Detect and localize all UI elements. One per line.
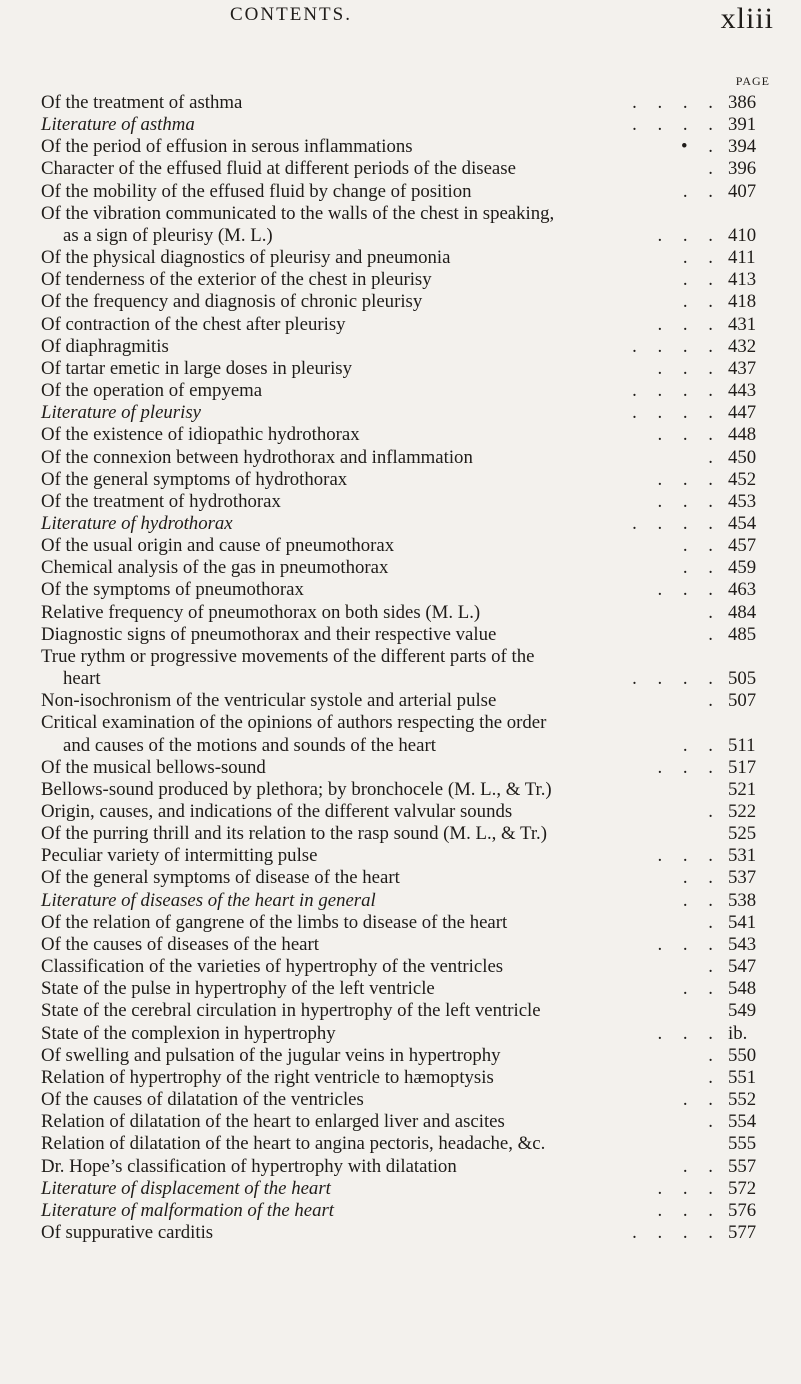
entry-page-number: 443 — [728, 380, 757, 402]
dot-leaders: . — [708, 158, 721, 180]
contents-entry — [41, 690, 776, 712]
contents-entry — [41, 402, 776, 424]
entry-title: as a sign of pleurisy (M. L.) — [63, 224, 273, 246]
entry-title: Literature of asthma — [41, 114, 195, 136]
contents-entry — [41, 602, 776, 624]
contents-entry — [41, 579, 776, 601]
dot-leaders: . . — [682, 867, 721, 889]
dot-leaders: . . . — [657, 1199, 721, 1221]
entry-page-number: 437 — [728, 357, 757, 379]
entry-page-number: 531 — [728, 845, 757, 867]
entry-page-number: 537 — [728, 867, 757, 889]
entry-title: Of the treatment of asthma — [41, 92, 243, 113]
entry-title: Literature of hydrothorax — [41, 512, 233, 534]
entry-page-number: 410 — [728, 224, 757, 246]
entry-title: Of the relation of gangrene of the limbs to disease of the heart — [41, 911, 508, 933]
contents-entry — [41, 757, 776, 779]
entry-page-number: 463 — [728, 579, 757, 601]
contents-entry — [41, 624, 776, 646]
entry-title: Of the period of effusion in serous inflammations — [41, 136, 413, 158]
contents-entry — [41, 447, 776, 469]
dot-leaders: . . — [682, 1089, 721, 1111]
page-folio: xliii — [720, 2, 774, 35]
entry-page-number: 507 — [728, 690, 757, 712]
entry-title: Of the operation of empyema — [41, 380, 263, 402]
contents-entry — [41, 1023, 776, 1045]
entry-title: Classification of the varieties of hypertrophy of the ventricles — [41, 956, 504, 978]
contents-entry — [41, 424, 776, 446]
contents-entry — [41, 314, 776, 336]
entry-title: Of the musical bellows-sound — [41, 756, 266, 778]
contents-entry — [41, 1000, 776, 1022]
contents-entry — [41, 1200, 776, 1222]
entry-page-number: 448 — [728, 424, 757, 446]
entry-title: Of the general symptoms of hydrothorax — [41, 468, 348, 490]
contents-entry — [41, 136, 776, 158]
entry-page-number: 555 — [728, 1133, 757, 1155]
entry-page-number: 391 — [728, 114, 757, 136]
entry-title: Of the treatment of hydrothorax — [41, 490, 281, 512]
entry-title: Of contraction of the chest after pleurisy — [41, 313, 346, 335]
dot-leaders: . . — [682, 247, 721, 269]
entry-title: Literature of pleurisy — [41, 402, 201, 424]
entry-title: Literature of malformation of the heart — [41, 1199, 335, 1221]
dot-leaders: . . . — [657, 424, 721, 446]
dot-leaders: . . . — [657, 756, 721, 778]
contents-entry — [41, 535, 776, 557]
contents-entry — [41, 203, 776, 225]
contents-entry — [41, 867, 776, 889]
dot-leaders: . . . — [657, 1022, 721, 1044]
contents-entry — [41, 1133, 776, 1155]
dot-leaders: . — [708, 1066, 721, 1088]
contents-entry — [41, 1111, 776, 1133]
contents-entry — [41, 513, 776, 535]
entry-page-number: ib. — [728, 1022, 748, 1044]
entry-title: Of swelling and pulsation of the jugular veins in hypertrophy — [41, 1044, 501, 1066]
dot-leaders: . . . . — [632, 92, 721, 113]
entry-page-number: 521 — [728, 778, 757, 800]
entry-page-number: 548 — [728, 978, 757, 1000]
entry-title: Of the vibration communicated to the walls of the chest in speaking, — [41, 202, 555, 224]
entry-page-number: 572 — [728, 1177, 757, 1199]
dot-leaders: . . . . — [632, 335, 721, 357]
entry-page-number: 418 — [728, 291, 757, 313]
contents-entry — [41, 1156, 776, 1178]
contents-entry — [41, 158, 776, 180]
entry-title: Chemical analysis of the gas in pneumothorax — [41, 557, 389, 579]
dot-leaders: . . . . — [632, 402, 721, 424]
contents-entry — [41, 1067, 776, 1089]
dot-leaders: . . . . — [632, 668, 721, 690]
contents-entry — [41, 491, 776, 513]
contents-entry — [41, 735, 776, 757]
entry-title: Of the causes of dilatation of the ventricles — [41, 1089, 364, 1111]
entry-page-number: 447 — [728, 402, 757, 424]
entry-page-number: 511 — [728, 734, 756, 756]
dot-leaders: . . . — [657, 313, 721, 335]
entry-title: Of the purring thrill and its relation to the rasp sound (M. L., & Tr.) — [41, 823, 548, 845]
contents-entry — [41, 912, 776, 934]
entry-page-number: 543 — [728, 933, 757, 955]
entry-title: Critical examination of the opinions of authors respecting the order — [41, 712, 547, 734]
entry-page-number: 459 — [728, 557, 757, 579]
dot-leaders: . — [708, 956, 721, 978]
entry-page-number: 485 — [728, 623, 757, 645]
entry-title: Origin, causes, and indications of the different valvular sounds — [41, 801, 513, 822]
dot-leaders: . . — [682, 535, 721, 557]
entry-page-number: 576 — [728, 1199, 757, 1221]
entry-title: Diagnostic signs of pneumothorax and their respective value — [41, 623, 497, 645]
entry-title: Of the existence of idiopathic hydrothorax — [41, 424, 360, 446]
entry-title: Literature of diseases of the heart in general — [41, 889, 376, 911]
contents-entry — [41, 291, 776, 313]
dot-leaders: . . — [682, 557, 721, 579]
page-column-label: PAGE — [735, 74, 770, 88]
entry-page-number: 577 — [728, 1221, 757, 1243]
running-head — [0, 4, 801, 34]
contents-entry — [41, 336, 776, 358]
entry-title: True rythm or progressive movements of the different parts of the — [41, 645, 535, 667]
entry-page-number: 522 — [728, 801, 757, 822]
entry-page-number: 552 — [728, 1089, 757, 1111]
contents-entry — [41, 823, 776, 845]
entry-title: Of suppurative carditis — [41, 1221, 214, 1243]
dot-leaders: . — [708, 911, 721, 933]
contents-entry — [41, 92, 776, 114]
dot-leaders: . . — [682, 734, 721, 756]
entry-page-number: 396 — [728, 158, 757, 180]
dot-leaders: . . . — [657, 1177, 721, 1199]
dot-leaders: . . . — [657, 224, 721, 246]
contents-entry — [41, 712, 776, 734]
contents-entry — [41, 225, 776, 247]
entry-title: Of tartar emetic in large doses in pleurisy — [41, 357, 353, 379]
dot-leaders: . — [708, 801, 721, 822]
entry-page-number: 550 — [728, 1044, 757, 1066]
contents-entry — [41, 557, 776, 579]
contents-entry — [41, 934, 776, 956]
contents-entry — [41, 845, 776, 867]
dot-leaders: . . . . — [632, 1221, 721, 1243]
entry-page-number: 454 — [728, 512, 757, 534]
entry-title: Bellows-sound produced by plethora; by bronchocele (M. L., & Tr.) — [41, 778, 552, 800]
dot-leaders: . — [708, 1111, 721, 1133]
entry-title: Of the general symptoms of disease of the heart — [41, 867, 400, 889]
dot-leaders: . — [708, 1044, 721, 1066]
entry-page-number: 549 — [728, 1000, 757, 1022]
entry-title: Of the mobility of the effused fluid by change of position — [41, 180, 472, 202]
entry-title: Of the connexion between hydrothorax and inflammation — [41, 446, 473, 468]
entry-page-number: 411 — [728, 247, 756, 269]
dot-leaders: . . . — [657, 490, 721, 512]
dot-leaders: . — [708, 690, 721, 712]
dot-leaders: . — [708, 601, 721, 623]
contents-entry — [41, 269, 776, 291]
entry-title: Of the frequency and diagnosis of chronic pleurisy — [41, 291, 423, 313]
entry-title: Of diaphragmitis — [41, 335, 169, 357]
entry-page-number: 538 — [728, 889, 757, 911]
dot-leaders: . . — [682, 180, 721, 202]
dot-leaders: . . — [682, 978, 721, 1000]
entry-title: State of the cerebral circulation in hypertrophy of the left ventricle — [41, 1000, 541, 1022]
entry-page-number: 551 — [728, 1066, 757, 1088]
contents-entry — [41, 469, 776, 491]
contents-entry — [41, 1089, 776, 1111]
entry-title: Of the physical diagnostics of pleurisy and pneumonia — [41, 247, 451, 269]
dot-leaders: . . . . — [632, 512, 721, 534]
contents-entry — [41, 956, 776, 978]
running-title: CONTENTS. — [230, 4, 352, 25]
dot-leaders: . . — [682, 889, 721, 911]
entry-page-number: 554 — [728, 1111, 757, 1133]
entry-title: Relative frequency of pneumothorax on both sides (M. L.) — [41, 601, 481, 623]
contents-entry — [41, 247, 776, 269]
entry-title: Non-isochronism of the ventricular systole and arterial pulse — [41, 690, 497, 712]
entry-page-number: 431 — [728, 313, 757, 335]
entry-page-number: 457 — [728, 535, 757, 557]
entry-page-number: 394 — [728, 136, 757, 158]
dot-leaders: . . . — [657, 579, 721, 601]
contents-entry — [41, 646, 776, 668]
contents-entry — [41, 668, 776, 690]
dot-leaders: . . . . — [632, 114, 721, 136]
dot-leaders: . . . — [657, 845, 721, 867]
contents-entry — [41, 181, 776, 203]
entry-title: Relation of hypertrophy of the right ventricle to hæmoptysis — [41, 1066, 494, 1088]
dot-leaders: . . . . — [632, 380, 721, 402]
contents-entry — [41, 801, 776, 823]
entry-title: Peculiar variety of intermitting pulse — [41, 845, 318, 867]
entry-page-number: 505 — [728, 668, 757, 690]
entry-title: Character of the effused fluid at different periods of the disease — [41, 158, 516, 180]
entry-page-number: 541 — [728, 911, 757, 933]
entry-page-number: 413 — [728, 269, 757, 291]
entry-title: State of the pulse in hypertrophy of the left ventricle — [41, 978, 435, 1000]
contents-entry — [41, 890, 776, 912]
dot-leaders: . . . — [657, 357, 721, 379]
contents-entry — [41, 380, 776, 402]
entry-page-number: 517 — [728, 756, 757, 778]
entry-title: Of the usual origin and cause of pneumothorax — [41, 535, 395, 557]
entry-page-number: 407 — [728, 180, 757, 202]
entry-title: Of the symptoms of pneumothorax — [41, 579, 304, 601]
dot-leaders: . . . — [657, 933, 721, 955]
entry-title: Relation of dilatation of the heart to angina pectoris, headache, &c. — [41, 1133, 546, 1155]
dot-leaders: . . — [682, 1155, 721, 1177]
entry-title: Of tenderness of the exterior of the chest in pleurisy — [41, 269, 432, 291]
contents-entry — [41, 358, 776, 380]
contents-entry — [41, 779, 776, 801]
contents-list — [41, 92, 776, 1244]
entry-title: and causes of the motions and sounds of the heart — [63, 734, 436, 756]
entry-title: Literature of displacement of the heart — [41, 1177, 331, 1199]
entry-page-number: 386 — [728, 92, 757, 113]
entry-page-number: 557 — [728, 1155, 757, 1177]
dot-leaders: . . — [682, 269, 721, 291]
entry-page-number: 452 — [728, 468, 757, 490]
dot-leaders: • . — [681, 136, 721, 158]
entry-title: heart — [63, 668, 101, 690]
contents-entry — [41, 1045, 776, 1067]
dot-leaders: . . . — [657, 468, 721, 490]
contents-entry — [41, 114, 776, 136]
entry-page-number: 484 — [728, 601, 757, 623]
entry-title: State of the complexion in hypertrophy — [41, 1022, 336, 1044]
entry-page-number: 525 — [728, 823, 757, 845]
contents-entry — [41, 1222, 776, 1244]
entry-page-number: 432 — [728, 335, 757, 357]
entry-title: Dr. Hope’s classification of hypertrophy with dilatation — [41, 1155, 457, 1177]
dot-leaders: . — [708, 446, 721, 468]
entry-page-number: 547 — [728, 956, 757, 978]
entry-page-number: 453 — [728, 490, 757, 512]
entry-title: Relation of dilatation of the heart to enlarged liver and ascites — [41, 1111, 505, 1133]
contents-entry — [41, 978, 776, 1000]
dot-leaders: . — [708, 623, 721, 645]
entry-page-number: 450 — [728, 446, 757, 468]
dot-leaders: . . — [682, 291, 721, 313]
contents-entry — [41, 1178, 776, 1200]
entry-title: Of the causes of diseases of the heart — [41, 933, 319, 955]
